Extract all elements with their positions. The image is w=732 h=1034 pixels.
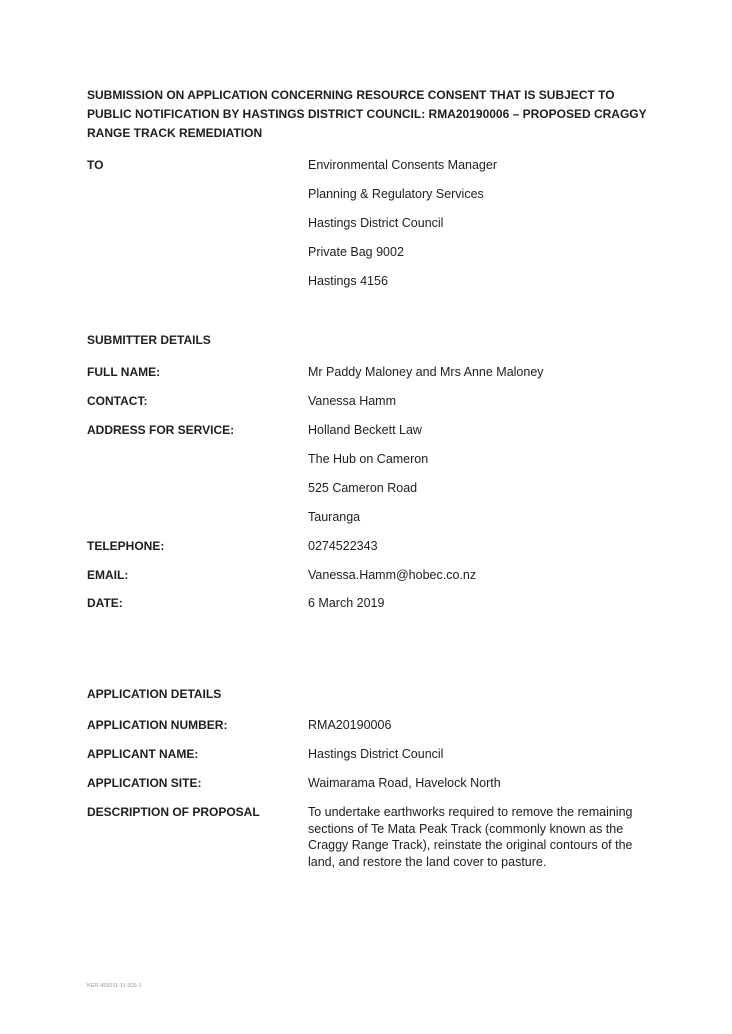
email-value: Vanessa.Hamm@hobec.co.nz [308,568,477,582]
applicant-name-value: Hastings District Council [308,747,444,761]
applicant-name-label: APPLICANT NAME: [87,747,199,761]
to-line: Private Bag 9002 [308,245,404,259]
full-name-label: FULL NAME: [87,365,161,379]
to-line: Planning & Regulatory Services [308,187,484,201]
to-line: Hastings District Council [308,216,444,230]
address-line: The Hub on Cameron [308,452,429,466]
to-line: Hastings 4156 [308,274,388,288]
address-line: Tauranga [308,510,361,524]
application-number-label: APPLICATION NUMBER: [87,718,228,732]
application-site-value: Waimarama Road, Havelock North [308,776,501,790]
application-site-label: APPLICATION SITE: [87,776,202,790]
date-value: 6 March 2019 [308,596,385,610]
telephone-value: 0274522343 [308,539,378,553]
to-line: Environmental Consents Manager [308,158,497,172]
proposal-description-label: DESCRIPTION OF PROPOSAL [87,805,260,819]
address-line: Holland Beckett Law [308,423,422,437]
application-details-title: APPLICATION DETAILS [87,687,222,701]
proposal-description-value: To undertake earthworks required to remove the remaining sections of Te Mata Peak Track (commonly known as the Craggy Range Track), reinstate the original contours of the land, and restore the land cover to pasture. [308,805,633,869]
address-line: 525 Cameron Road [308,481,418,495]
submitter-details-title: SUBMITTER DETAILS [87,333,211,347]
address-label: ADDRESS FOR SERVICE: [87,423,235,437]
telephone-label: TELEPHONE: [87,539,165,553]
document-heading: SUBMISSION ON APPLICATION CONCERNING RESOURCE CONSENT THAT IS SUBJECT TO PUBLIC NOTIFICATION BY HASTINGS DISTRICT COUNCIL: RMA20190006 – PROPOSED CRAGGY RANGE TRACK REMEDIATION [87,88,647,140]
email-label: EMAIL: [87,568,129,582]
contact-label: CONTACT: [87,394,148,408]
date-label: DATE: [87,596,123,610]
application-number-value: RMA20190006 [308,718,392,732]
document-reference: KER-459211-11-305-1 [87,983,142,989]
contact-value: Vanessa Hamm [308,394,396,408]
full-name-value: Mr Paddy Maloney and Mrs Anne Maloney [308,365,544,379]
to-label: TO [87,158,104,172]
